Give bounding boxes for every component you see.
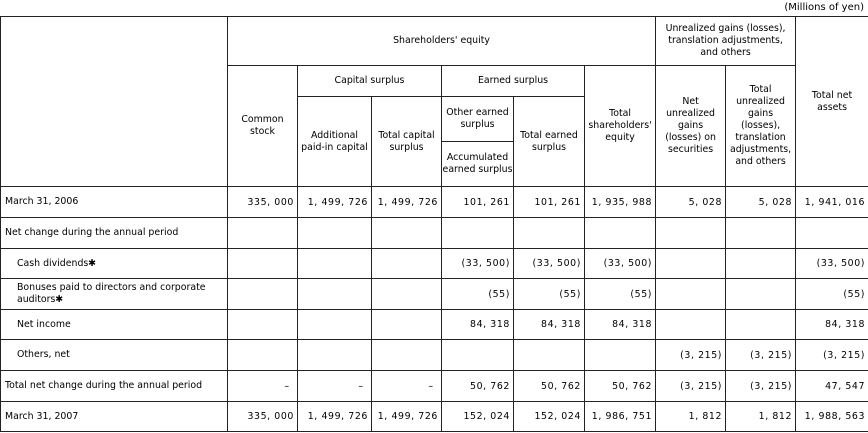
cell-total-shareholders: 84, 318: [585, 310, 656, 340]
cell-accumulated-earned: 101, 261: [442, 187, 514, 218]
table-row: [1, 371, 868, 402]
cell-accumulated-earned: (33, 500): [442, 249, 514, 279]
cell-total-earned: 101, 261: [514, 187, 585, 218]
header-accumulated-earned-surplus: Accumulated earned surplus: [442, 152, 513, 175]
cell-total-shareholders: 1, 986, 751: [585, 402, 656, 432]
cell-net-unrealized: 5, 028: [656, 187, 726, 218]
table-row: [1, 187, 868, 218]
header-total-net-assets: Total net assets: [796, 17, 868, 187]
cell-total-net-assets: (55): [796, 279, 868, 310]
header-total-unrealized: Total unrealized gains (losses), translation adjustments, and others: [726, 66, 796, 187]
cell-total-net-assets: (33, 500): [796, 249, 868, 279]
table-row: [1, 218, 868, 249]
cell-total-net-assets: 1, 941, 016: [796, 187, 868, 218]
header-additional-paid-in-capital: Additional paid-in capital: [298, 97, 372, 187]
cell-additional-paid-in: 1, 499, 726: [298, 187, 372, 218]
row-label: Net income: [1, 310, 228, 340]
header-shareholders-equity: Shareholders' equity: [228, 17, 656, 66]
cell-net-unrealized: 1, 812: [656, 402, 726, 432]
cell-total-net-assets: 1, 988, 563: [796, 402, 868, 432]
row-label: Net change during the annual period: [1, 218, 228, 249]
row-label: Total net change during the annual period: [1, 371, 228, 402]
cell-accumulated-earned: 152, 024: [442, 402, 514, 432]
cell-total-earned: (33, 500): [514, 249, 585, 279]
row-label: March 31, 2007: [1, 402, 228, 432]
cell-total-capital-surplus: 1, 499, 726: [372, 402, 442, 432]
cell-common-stock: –: [228, 371, 298, 402]
header-earned-surplus: Earned surplus: [442, 66, 585, 97]
cell-total-earned: (55): [514, 279, 585, 310]
cell-total-earned: 84, 318: [514, 310, 585, 340]
table-row: [1, 310, 868, 340]
row-label: Others, net: [1, 340, 228, 371]
cell-total-earned: 152, 024: [514, 402, 585, 432]
cell-total-net-assets: 84, 318: [796, 310, 868, 340]
cell-total-unrealized: 5, 028: [726, 187, 796, 218]
header-other-earned-surplus: Other earned surplus: [442, 97, 513, 142]
header-row-1: [1, 17, 868, 66]
header-blank-cell: [1, 17, 228, 187]
unit-note: (Millions of yen): [784, 2, 864, 13]
cell-total-shareholders: (33, 500): [585, 249, 656, 279]
header-total-shareholders-equity: Total shareholders' equity: [585, 66, 656, 187]
cell-total-shareholders: (55): [585, 279, 656, 310]
cell-additional-paid-in: 1, 499, 726: [298, 402, 372, 432]
header-net-unrealized: Net unrealized gains (losses) on securities: [656, 66, 726, 187]
table-row: [1, 402, 868, 432]
table-row: [1, 279, 868, 310]
cell-total-shareholders: 1, 935, 988: [585, 187, 656, 218]
row-label: Bonuses paid to directors and corporate auditors✱: [1, 279, 228, 310]
cell-accumulated-earned: (55): [442, 279, 514, 310]
cell-total-net-assets: (3, 215): [796, 340, 868, 371]
table-row: [1, 340, 868, 371]
table-row: [1, 249, 868, 279]
header-capital-surplus: Capital surplus: [298, 66, 442, 97]
row-label: Cash dividends✱: [1, 249, 228, 279]
cell-accumulated-earned: 84, 318: [442, 310, 514, 340]
cell-total-capital-surplus: 1, 499, 726: [372, 187, 442, 218]
cell-total-shareholders: 50, 762: [585, 371, 656, 402]
cell-net-unrealized: (3, 215): [656, 371, 726, 402]
cell-common-stock: 335, 000: [228, 187, 298, 218]
cell-total-capital-surplus: –: [372, 371, 442, 402]
header-unrealized-group: Unrealized gains (losses), translation adjustments, and others: [656, 17, 796, 66]
cell-total-earned: 50, 762: [514, 371, 585, 402]
cell-common-stock: 335, 000: [228, 402, 298, 432]
cell-total-unrealized: (3, 215): [726, 340, 796, 371]
cell-total-net-assets: 47, 547: [796, 371, 868, 402]
cell-total-unrealized: (3, 215): [726, 371, 796, 402]
header-total-earned-surplus: Total earned surplus: [514, 97, 585, 187]
cell-additional-paid-in: –: [298, 371, 372, 402]
cell-accumulated-earned: 50, 762: [442, 371, 514, 402]
cell-total-unrealized: 1, 812: [726, 402, 796, 432]
header-total-capital-surplus: Total capital surplus: [372, 97, 442, 187]
header-other-earned-surplus-cell: [442, 97, 514, 187]
header-common-stock: Common stock: [228, 66, 298, 187]
shareholders-equity-statement-table: [0, 16, 868, 432]
row-label: March 31, 2006: [1, 187, 228, 218]
cell-net-unrealized: (3, 215): [656, 340, 726, 371]
